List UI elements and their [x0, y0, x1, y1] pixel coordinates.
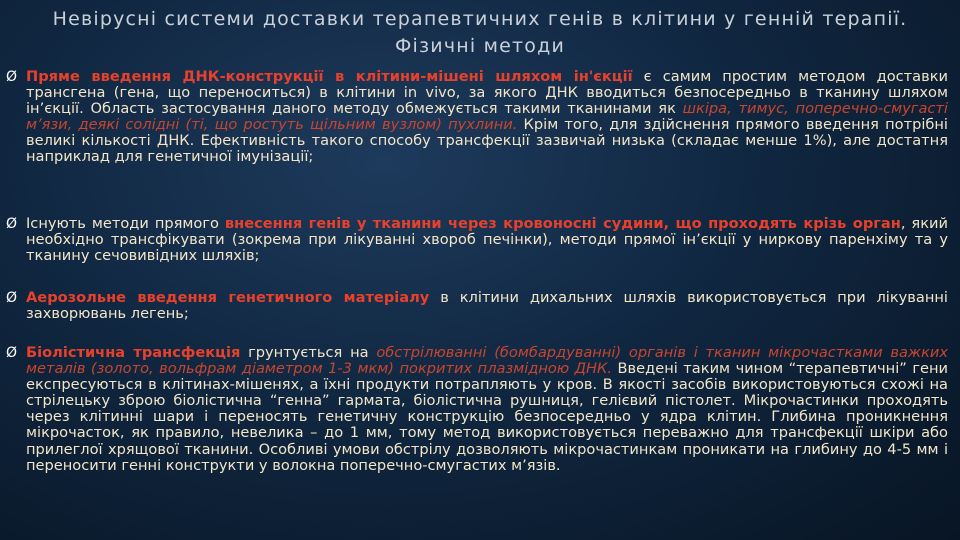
paragraph-text: Крім того, для здійснення прямого введення потрібні великі кількості ДНК. Ефективність такого способу трансфекції зазвичай низька (складає менше 1%), але достатня наприклад для генетичної імунізації;: [26, 116, 948, 166]
bullet-text: [6, 345, 948, 474]
arrow-bullet-icon: Ø: [6, 69, 18, 85]
bullet-item-aerosol: [6, 290, 948, 322]
paragraph-text: є самим простим методом доставки трансгена (гена, що переноситься) в клітини in vivo, за якого ДНК вводиться безпосередньо в тканину шляхом ін’єкції. Область застосування даного методу обмежується такими тканинами як: [26, 68, 948, 118]
highlight-term: Пряме введення ДНК-конструкції в клітини-мішені шляхом ін'єкції: [26, 68, 633, 85]
bullet-text: [6, 216, 948, 264]
bullet-text: [6, 69, 948, 166]
arrow-bullet-icon: Ø: [6, 216, 18, 232]
arrow-bullet-icon: Ø: [6, 290, 18, 306]
bullet-item-biolistic: [6, 345, 948, 474]
arrow-bullet-icon: Ø: [6, 345, 18, 361]
highlight-term: Біолістична трансфекція: [26, 344, 241, 361]
italic-description: обстрілюванні (бомбардуванні) органів і тканин мікрочастками важких металів (золото, вольфрам діаметром 1-3 мкм) покритих плазмідною ДНК.: [26, 344, 949, 378]
paragraph-text: Введені таким чином “терапевтичні” гени експресуються в клітинах-мішенях, а їхні продукти потрапляють у кров. В якості засобів використовуються схожі на стрілецьку зброю біолістична “генна” гармата, біолістична рушниця, гелієвий пістолет. Мікрочастинки проходять через клітинні шари і переносять генетичну конструкцію безпосередньо у ядра клітин. Глибина проникнення мікрочасток, як правило, невелика – до 1 мм, тому метод використовується переважно для трансфекції шкіри або прилеглої хрящової тканини. Особливі умови обстрілу дозволяють мікрочастинкам проникати на глибину до 4-5 мм і переносити генні конструкти у волокна поперечно-смугастих м’язів.: [26, 360, 948, 474]
paragraph-text: Існують методи прямого: [26, 215, 225, 232]
slide-title: Невірусні системи доставки терапевтичних генів в клітини у генній терапії. Фізичні методи: [52, 8, 908, 57]
italic-examples: шкіра, тимус, поперечно-смугасті м’язи, деякі солідні (ті, що ростуть щільним вузлом) пухлини.: [26, 100, 948, 134]
highlight-term: Аерозольне введення генетичного матеріалу: [26, 289, 430, 306]
bullet-text: [6, 290, 948, 322]
paragraph-text: в клітини дихальних шляхів використовується при лікуванні захворювань легень;: [26, 289, 948, 323]
bullet-item-vascular-delivery: [6, 216, 948, 264]
bullet-item-direct-injection: [6, 69, 948, 166]
paragraph-text: , який необхідно трансфікувати (зокрема при лікуванні хвороб печінки), методи прямої ін’єкції у ниркову паренхіму та у тканину сечовивідних шляхів;: [26, 215, 948, 265]
paragraph-text: грунтується на: [240, 344, 377, 361]
highlight-term: внесення генів у тканини через кровоносні судини, що проходять крізь орган: [224, 215, 901, 232]
